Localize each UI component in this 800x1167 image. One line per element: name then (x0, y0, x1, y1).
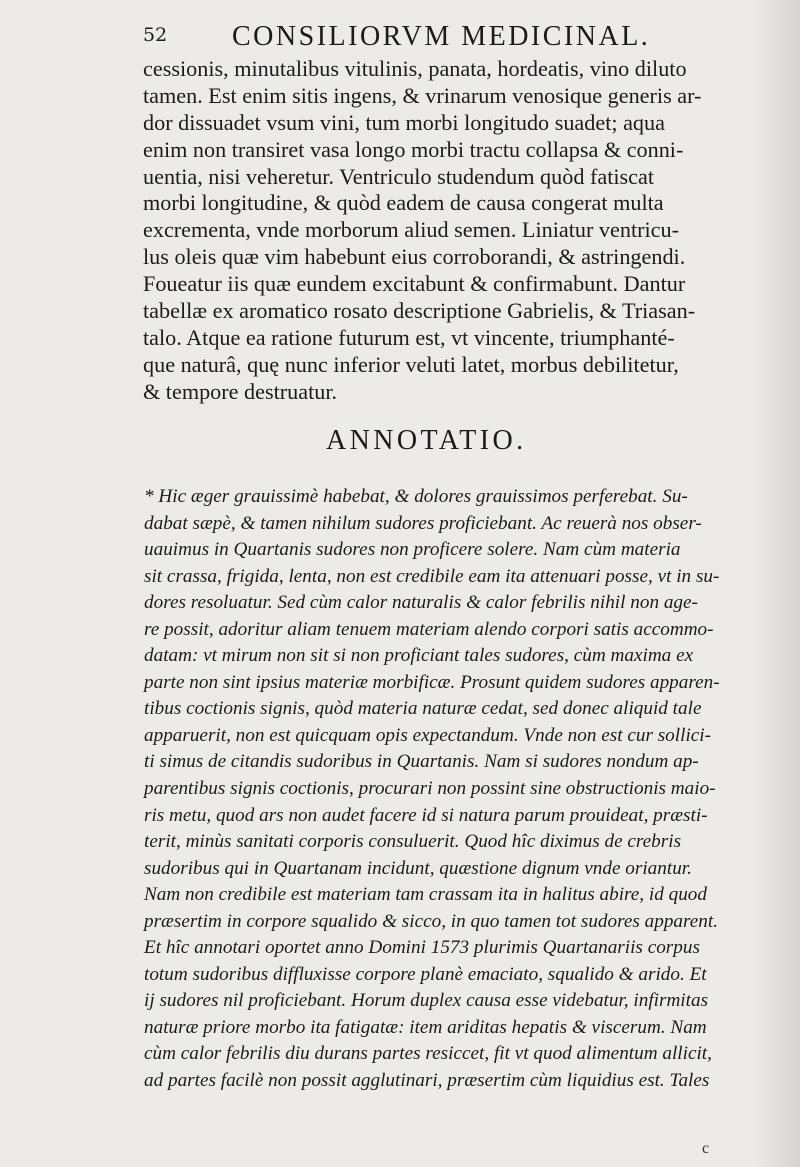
text-line: ij sudores nil proficiebant. Horum duplex causa esse videbatur, infirmitas (144, 990, 709, 1012)
text-line: datam: vt mirum non sit si non proficiant tales sudores, cùm maxima ex (144, 645, 694, 667)
text-line: cessionis, minutalibus vitulinis, panata, hordeatis, vino diluto (143, 56, 687, 81)
text-line: excrementa, vnde morborum aliud semen. Liniatur ventricu- (143, 217, 680, 243)
text-line: uentia, nisi veheretur. Ventriculo studendum quòd fatiscat (143, 163, 655, 189)
text-line: præsertim in corpore squalido & sicco, in quo tamen tot sudores apparent. (144, 910, 719, 932)
text-line: morbi longitudine, & quòd eadem de causa congerat multa (143, 190, 664, 216)
text-line: dor dissuadet vsum vini, tum morbi longitudo suadet; aqua (143, 109, 665, 135)
text-line: que naturâ, quę nunc inferior veluti latet, morbus debilitetur, (143, 351, 679, 377)
text-line: enim non transiret vasa longo morbi tractu collapsa & conni- (143, 136, 684, 162)
text-line: Nam non credibile est materiam tam crassam ita in halitus abire, id quod (144, 884, 707, 906)
text-line: totum sudoribus diffluxisse corpore planè emaciato, squalido & arido. Et (144, 963, 707, 985)
text-line: ris metu, quod ars non audet facere id si natura parum prouideat, præsti- (144, 804, 708, 826)
running-title: CONSILIORVM MEDICINAL. (232, 21, 651, 52)
text-line: tamen. Est enim sitis ingens, & vrinarum venosique generis ar- (143, 82, 702, 108)
text-line: apparuerit, non est quicquam opis expectandum. Vnde non est cur sollici- (144, 724, 712, 746)
text-line: ad partes facilè non possit agglutinari, præsertim cùm liquidius est. Tales (144, 1070, 710, 1092)
text-line: Et hîc annotari oportet anno Domini 1573 plurimis Quartanariis corpus (144, 937, 700, 959)
text-line: cùm calor febrilis diu durans partes resiccet, fit vt quod alimentum allicit, (144, 1043, 712, 1065)
text-line: sit crassa, frigida, lenta, non est credibile eam ita attenuari posse, vt in su- (144, 565, 720, 587)
text-line: tabellæ ex aromatico rosato descriptione Gabrielis, & Triasan- (143, 298, 696, 324)
annotatio-text (144, 484, 784, 1095)
text-line: terit, minùs sanitati corporis consuluerit. Quod hîc diximus de crebris (144, 831, 682, 853)
text-line: re possit, adoritur aliam tenuem materiam alendo corpori satis accommo- (144, 618, 714, 640)
text-line: parentibus signis coctionis, procurari non possint sine obstructionis maio- (144, 778, 716, 800)
text-line: talo. Atque ea ratione futurum est, vt vincente, triumphanté- (143, 324, 675, 350)
text-line: ti simus de citandis sudoribus in Quartanis. Nam si sudores nondum ap- (144, 751, 699, 773)
text-line: & tempore destruatur. (143, 378, 338, 404)
text-line: sudoribus qui in Quartanam incidunt, quæstione dignum vnde oriantur. (144, 857, 692, 879)
annotatio-heading: ANNOTATIO. (326, 425, 527, 456)
text-line: dores resoluatur. Sed cùm calor naturalis & calor febrilis nihil non age- (144, 592, 698, 614)
page-number: 52 (143, 24, 168, 46)
text-line: lus oleis quæ vim habebunt eius corroborandi, & astringendi. (143, 244, 686, 270)
text-line: naturæ priore morbo ita fatigatæ: item ariditas hepatis & viscerum. Nam (144, 1016, 707, 1038)
text-line: * Hic æger grauissimè habebat, & dolores grauissimos perferebat. Su- (144, 486, 688, 507)
text-line: Foueatur iis quæ eundem excitabunt & confirmabunt. Dantur (143, 271, 686, 297)
text-line: dabat sæpè, & tamen nihilum sudores proficiebant. Ac reuerà nos obser- (144, 512, 702, 534)
text-line: parte non sint ipsius materiæ morbificæ. Prosunt quidem sudores apparen- (144, 671, 720, 693)
text-line: tibus coctionis signis, quòd materia naturæ cedat, sed donec aliquid tale (144, 698, 702, 720)
consilium-text (143, 56, 783, 406)
signature-mark: c (702, 1140, 710, 1157)
text-line: uauimus in Quartanis sudores non proficere solere. Nam cùm materia (144, 539, 681, 561)
